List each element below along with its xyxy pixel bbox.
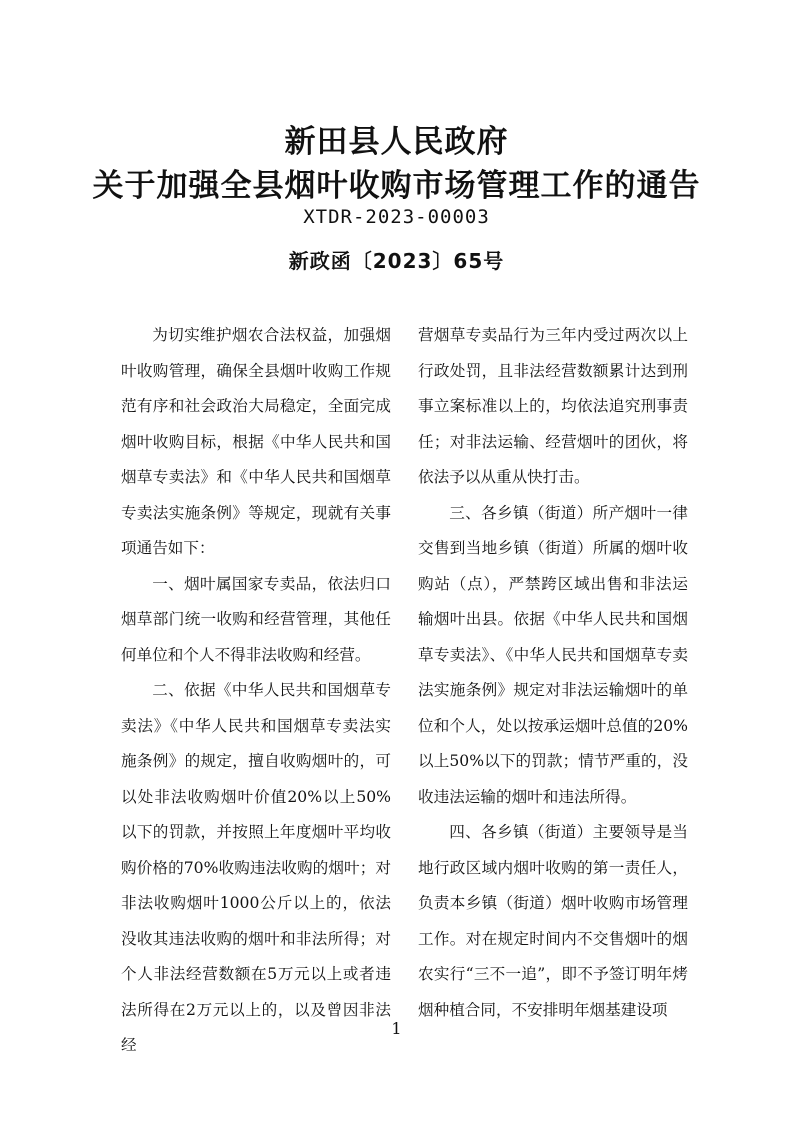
- document-number: 新政函〔2023〕65号: [288, 249, 505, 273]
- page-number: 1: [391, 1019, 402, 1038]
- document-title-line-1: 新田县人民政府: [284, 124, 509, 160]
- paragraph-intro: 为切实维护烟农合法权益，加强烟叶收购管理，确保全县烟叶收购工作规范有序和社会政治大局稳定，全面完成烟叶收购目标，根据《中华人民共和国烟草专卖法》和《中华人民共和国烟草专卖法实施条例》等规定，现就有关事项通告如下：: [121, 326, 391, 557]
- left-column: [121, 318, 391, 1064]
- paragraph-item-4: 四、各乡镇（街道）主要领导是当地行政区域内烟叶收购的第一责任人，负责本乡镇（街道）烟叶收购市场管理工作。对在规定时间内不交售烟叶的烟农实行“三不一追”，即不予签订明年烤烟种植合同，不安排明年烟基建设项: [418, 823, 688, 1019]
- paragraph-item-1: 一、烟叶属国家专卖品，依法归口烟草部门统一收购和经营管理，其他任何单位和个人不得非法收购和经营。: [121, 574, 391, 664]
- paragraph-item-3: 三、各乡镇（街道）所产烟叶一律交售到当地乡镇（街道）所属的烟叶收购站（点），严禁跨区域出售和非法运输烟叶出县。依据《中华人民共和国烟草专卖法》、《中华人民共和国烟草专卖法实施条例》规定对非法运输烟叶的单位和个人，处以按承运烟叶总值的20%以上50%以下的罚款；情节严重的，没收违法运输的烟叶和违法所得。: [418, 503, 688, 806]
- document-code: XTDR-2023-00003: [303, 206, 490, 228]
- paragraph-item-2-continued: 营烟草专卖品行为三年内受过两次以上行政处罚，且非法经营数额累计达到刑事立案标准以上的，均依法追究刑事责任；对非法运输、经营烟叶的团伙，将依法予以从重从快打击。: [418, 326, 688, 486]
- paragraph-item-2: 二、依据《中华人民共和国烟草专卖法》《中华人民共和国烟草专卖法实施条例》的规定，擅自收购烟叶的，可以处非法收购烟叶价值20%以上50%以下的罚款，并按照上年度烟叶平均收购价格的70%收购违法收购的烟叶；对非法收购烟叶1000公斤以上的，依法没收其违法收购的烟叶和非法所得；对个人非法经营数额在5万元以上或者违法所得在2万元以上的，以及曾因非法经: [121, 681, 391, 1054]
- document-title-line-2: 关于加强全县烟叶收购市场管理工作的通告: [92, 168, 701, 204]
- right-column: [418, 318, 688, 1028]
